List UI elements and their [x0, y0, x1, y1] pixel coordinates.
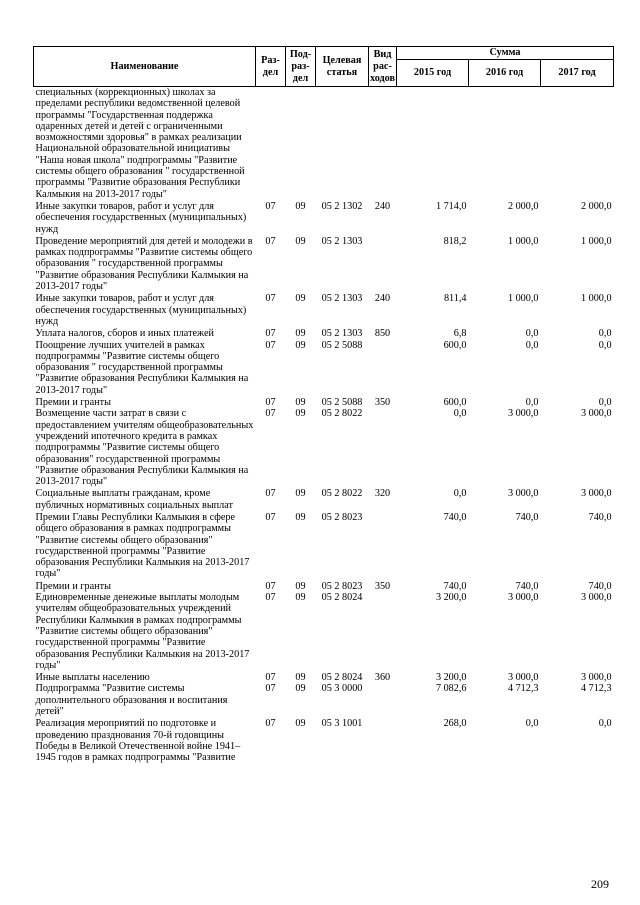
row-podrazdel: 09 [295, 672, 306, 684]
row-expense-type: 320 [374, 488, 391, 500]
row-sum-2017 [541, 87, 614, 201]
table-row [34, 718, 614, 763]
row-razdel [256, 87, 286, 201]
row-sum-2016: 0,0 [525, 397, 539, 409]
row-sum-2017: 4 712,3 [580, 683, 612, 695]
row-target-article: 05 2 8023 [321, 580, 363, 592]
row-podrazdel: 09 [295, 683, 306, 695]
budget-table [33, 46, 614, 764]
row-sum-2015: 0,0 [453, 408, 467, 420]
table-body [34, 87, 614, 764]
row-target-article: 05 2 8024 [321, 592, 363, 604]
row-target-article: 05 2 8024 [321, 672, 363, 684]
row-sum-2015: 268,0 [443, 718, 467, 730]
col-header-podrazdel: Под-раз-дел [286, 47, 316, 87]
row-razdel: 07 [265, 328, 276, 340]
row-sum-2017: 3 000,0 [580, 592, 612, 604]
col-header-name: Наименование [34, 47, 256, 87]
row-sum-2017: 3 000,0 [580, 408, 612, 420]
row-sum-2016: 1 000,0 [507, 293, 539, 305]
row-sum-2016: 3 000,0 [507, 672, 539, 684]
row-name: Поощрение лучших учителей в рамках подпрограммы "Развитие системы общего образования " государственной программы "Развитие образования Республики Калмыкия на 2013-2017 годы" [35, 339, 249, 396]
row-sum-2015: 0,0 [453, 488, 467, 500]
row-sum-2017: 3 000,0 [580, 488, 612, 500]
row-sum-2015: 600,0 [443, 339, 467, 351]
row-razdel: 07 [265, 683, 276, 695]
row-expense-type [369, 340, 397, 397]
table-row [34, 672, 614, 683]
row-expense-type [369, 236, 397, 293]
row-sum-2015 [397, 87, 469, 201]
table-row [34, 236, 614, 293]
table-row [34, 581, 614, 592]
row-sum-2015: 740,0 [443, 511, 467, 523]
row-name: Уплата налогов, сборов и иных платежей [35, 328, 214, 340]
row-name: Социальные выплаты гражданам, кроме публичных нормативных социальных выплат [35, 488, 233, 511]
row-sum-2017: 740,0 [588, 580, 612, 592]
row-razdel: 07 [265, 718, 276, 730]
table-row [34, 87, 614, 201]
row-target-article [316, 87, 369, 201]
table-row [34, 328, 614, 339]
page-number: 209 [591, 877, 609, 891]
row-razdel: 07 [265, 592, 276, 604]
row-razdel: 07 [265, 200, 276, 212]
row-target-article: 05 2 5088 [321, 397, 363, 409]
row-podrazdel: 09 [295, 718, 306, 730]
row-name: Премии и гранты [35, 397, 111, 409]
row-podrazdel: 09 [295, 328, 306, 340]
row-name: Иные закупки товаров, работ и услуг для обеспечения государственных (муниципальных) нужд [35, 200, 247, 235]
table-row [34, 683, 614, 718]
table-row [34, 397, 614, 408]
row-podrazdel: 09 [295, 408, 306, 420]
row-target-article: 05 2 1303 [321, 293, 363, 305]
row-sum-2017: 740,0 [588, 511, 612, 523]
table-header [34, 47, 614, 87]
row-podrazdel: 09 [295, 235, 306, 247]
col-header-target-article: Целевая статья [316, 47, 369, 87]
row-target-article: 05 2 8022 [321, 488, 363, 500]
row-name: Подпрограмма "Развитие системы дополнительного образования и воспитания детей" [35, 683, 228, 718]
col-header-2015: 2015 год [397, 60, 469, 87]
row-podrazdel: 09 [295, 339, 306, 351]
row-sum-2015: 811,4 [443, 293, 467, 305]
row-sum-2015: 818,2 [443, 235, 467, 247]
row-expense-type [369, 718, 397, 763]
row-expense-type: 850 [374, 328, 391, 340]
row-expense-type [369, 592, 397, 672]
row-sum-2016: 3 000,0 [507, 592, 539, 604]
row-sum-2016: 0,0 [525, 339, 539, 351]
row-name: Иные закупки товаров, работ и услуг для обеспечения государственных (муниципальных) нужд [35, 293, 247, 327]
table-row [34, 293, 614, 328]
row-sum-2015: 1 714,0 [435, 200, 467, 212]
row-razdel: 07 [265, 339, 276, 351]
row-expense-type: 360 [374, 672, 391, 684]
col-header-2016: 2016 год [469, 60, 541, 87]
row-name: Премии и гранты [35, 580, 111, 592]
row-sum-2016: 1 000,0 [507, 235, 539, 247]
row-name: Премии Главы Республики Калмыкия в сфере общего образования в рамках подпрограммы "Развитие системы общего образования" государственной программы "Развитие образования Республики Калмыкия на 2013-2017 годы" [35, 511, 250, 580]
row-sum-2016: 3 000,0 [507, 488, 539, 500]
row-podrazdel [286, 87, 316, 201]
row-name: Проведение мероприятий для детей и молодежи в рамках подпрограммы "Развитие системы общего образования " государственной программы "Развитие образования Республики Калмыкия на 2013-2017 годы" [35, 235, 253, 293]
row-expense-type [369, 512, 397, 581]
row-target-article: 05 2 1303 [321, 235, 363, 247]
row-sum-2016: 4 712,3 [507, 683, 539, 695]
row-sum-2017: 3 000,0 [580, 672, 612, 684]
row-expense-type: 240 [374, 293, 391, 305]
row-podrazdel: 09 [295, 592, 306, 604]
row-sum-2015: 600,0 [443, 397, 467, 409]
row-sum-2016 [469, 87, 541, 201]
table-row [34, 512, 614, 581]
row-sum-2015: 7 082,6 [435, 683, 467, 695]
row-podrazdel: 09 [295, 511, 306, 523]
table-row [34, 408, 614, 488]
row-sum-2015: 6,8 [453, 328, 467, 340]
row-name: Единовременные денежные выплаты молодым учителям общеобразовательных учреждений Республики Калмыкия в рамках подпрограммы "Развитие системы общего образования" государственной программы "Развитие образования Республики Калмыкия на 2013-2017 годы" [35, 592, 250, 671]
row-expense-type: 350 [374, 580, 391, 592]
row-expense-type [369, 87, 397, 201]
row-sum-2015: 3 200,0 [435, 672, 467, 684]
row-razdel: 07 [265, 235, 276, 247]
col-header-2017: 2017 год [541, 60, 614, 87]
row-sum-2016: 3 000,0 [507, 408, 539, 420]
row-target-article: 05 2 5088 [321, 339, 363, 351]
table-row [34, 340, 614, 397]
row-podrazdel: 09 [295, 580, 306, 592]
row-razdel: 07 [265, 511, 276, 523]
row-target-article: 05 2 1302 [321, 200, 363, 212]
row-target-article: 05 3 0000 [321, 683, 363, 695]
row-sum-2017: 0,0 [598, 339, 612, 351]
row-sum-2017: 2 000,0 [580, 200, 612, 212]
row-sum-2016: 740,0 [515, 511, 539, 523]
row-expense-type: 350 [374, 397, 391, 409]
col-header-expense-type: Вид рас-ходов [369, 47, 397, 87]
table-row [34, 201, 614, 236]
col-header-razdel: Раз-дел [256, 47, 286, 87]
row-sum-2016: 0,0 [525, 718, 539, 730]
row-sum-2017: 1 000,0 [580, 235, 612, 247]
row-sum-2015: 740,0 [443, 580, 467, 592]
row-sum-2016: 2 000,0 [507, 200, 539, 212]
row-podrazdel: 09 [295, 397, 306, 409]
row-sum-2016: 740,0 [515, 580, 539, 592]
row-sum-2017: 0,0 [598, 328, 612, 340]
col-header-sum: Сумма [397, 47, 614, 60]
row-sum-2017: 1 000,0 [580, 293, 612, 305]
table-row [34, 488, 614, 512]
row-name: специальных (коррекционных) школах за пределами республики ведомственной целевой программы "Государственная поддержка одаренных детей и детей с ограниченными возможностями здоровья" в рамках реализации Национальной образовательной инициативы "Наша новая школа" подпрограммы "Развитие системы общего образования " государственной программы "Развитие образования Республики Калмыкия на 2013-2017 годы" [35, 87, 245, 200]
row-name: Возмещение части затрат в связи с предоставлением учителям общеобразовательных учреждений ипотечного кредита в рамках подпрограммы "Развитие системы общего образования" государственной программы "Развитие образования Республики Калмыкия на 2013-2017 годы" [35, 408, 254, 488]
row-sum-2016: 0,0 [525, 328, 539, 340]
row-podrazdel: 09 [295, 293, 306, 305]
row-expense-type [369, 408, 397, 488]
row-razdel: 07 [265, 293, 276, 305]
row-target-article: 05 2 8023 [321, 511, 363, 523]
row-target-article: 05 3 1001 [321, 718, 363, 730]
row-podrazdel: 09 [295, 200, 306, 212]
row-target-article: 05 2 1303 [321, 328, 363, 340]
table-row [34, 592, 614, 672]
row-name: Реализация мероприятий по подготовке и проведению празднования 70-й годовщины Победы в Великой Отечественной войне 1941–1945 годов в рамках подпрограммы "Развитие [35, 718, 241, 764]
row-sum-2015: 3 200,0 [435, 592, 467, 604]
row-target-article: 05 2 8022 [321, 408, 363, 420]
row-sum-2017: 0,0 [598, 718, 612, 730]
row-expense-type [369, 683, 397, 718]
row-razdel: 07 [265, 488, 276, 500]
row-expense-type: 240 [374, 200, 391, 212]
row-razdel: 07 [265, 580, 276, 592]
row-podrazdel: 09 [295, 488, 306, 500]
row-name: Иные выплаты населению [35, 672, 150, 684]
row-razdel: 07 [265, 408, 276, 420]
row-razdel: 07 [265, 672, 276, 684]
row-razdel: 07 [265, 397, 276, 409]
row-sum-2017: 0,0 [598, 397, 612, 409]
